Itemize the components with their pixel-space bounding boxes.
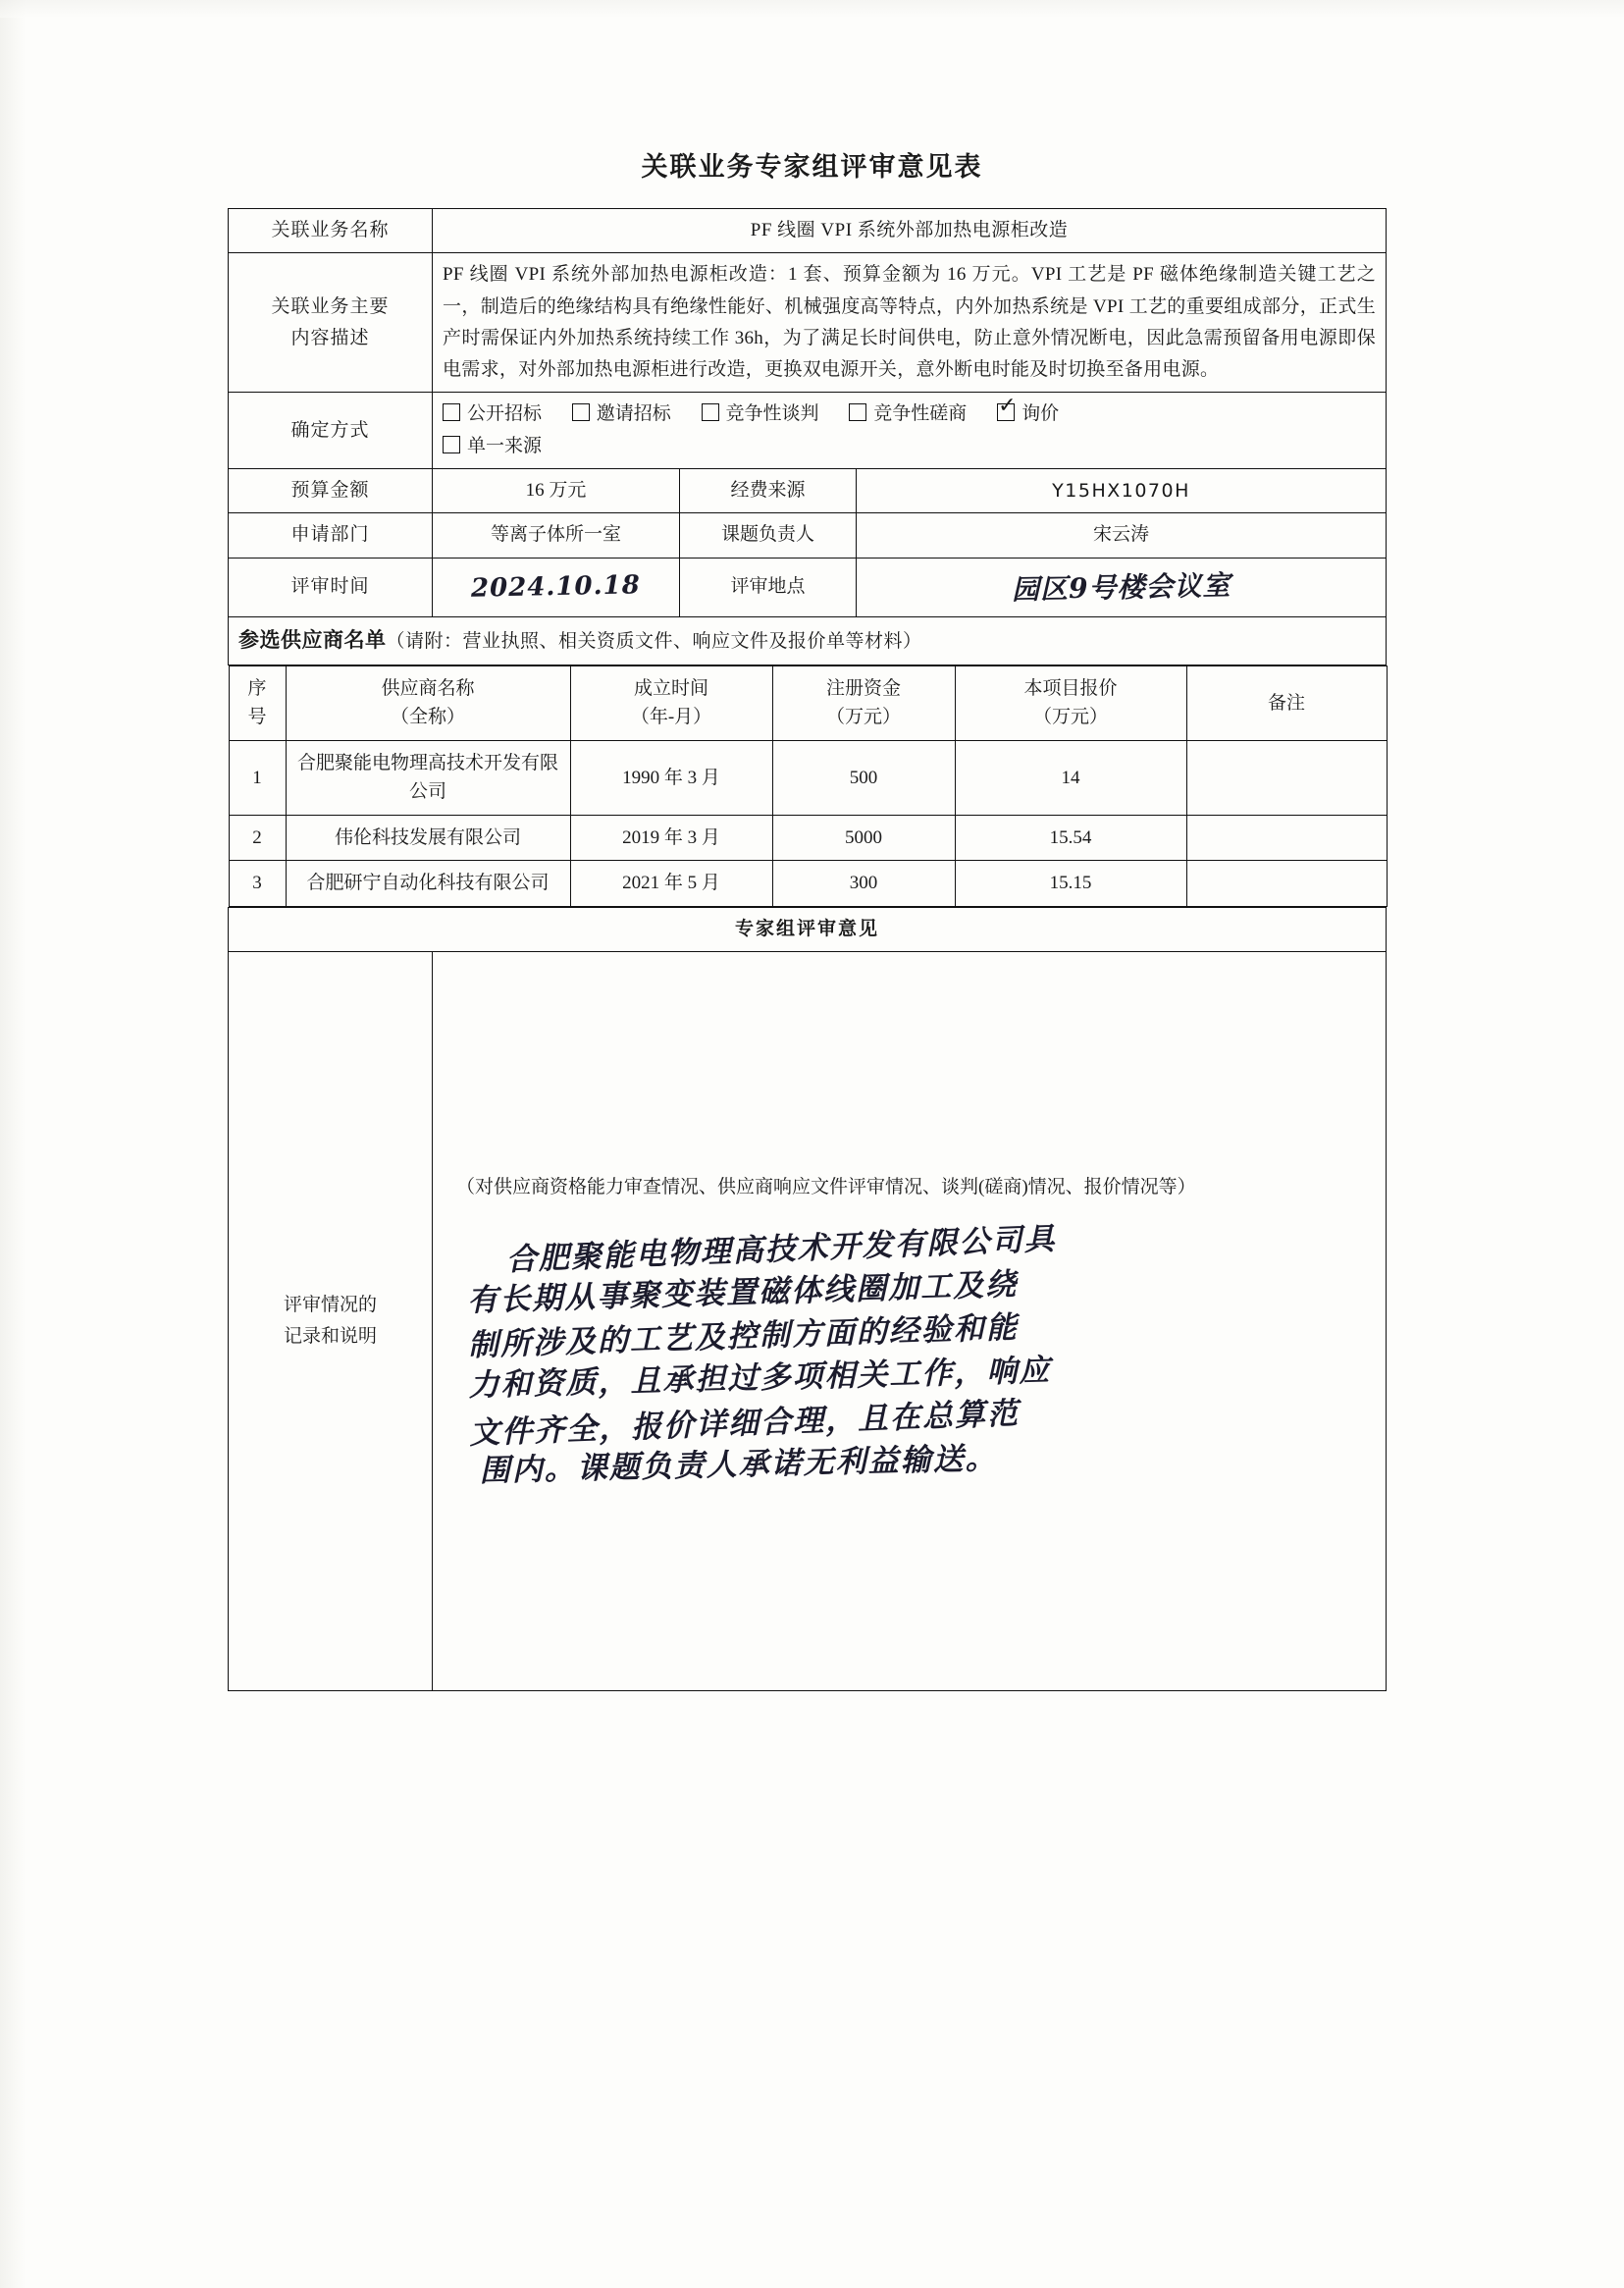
description-value [433, 253, 1387, 393]
col-line1: 注册资金 [825, 677, 901, 699]
method-option-label: 竞争性谈判 [725, 403, 819, 425]
method-option-4[interactable] [997, 399, 1059, 430]
supplier-table [229, 665, 1388, 907]
scan-edge-top [0, 0, 1624, 18]
handwritten-date: 2024.10.18 [470, 570, 642, 605]
checkbox-icon[interactable] [443, 436, 460, 453]
method-option-0[interactable] [443, 399, 542, 430]
review-time-value [433, 558, 680, 617]
method-option-1[interactable] [572, 399, 671, 430]
method-option-label: 公开招标 [467, 403, 543, 425]
col-line2: （万元） [1032, 707, 1108, 728]
apply-dept-label: 申请部门 [229, 513, 433, 558]
col-line1: 成立时间 [633, 677, 708, 699]
handwritten-place: 园区9号楼会议室 [1011, 568, 1231, 607]
supplier-capital: 300 [772, 861, 955, 906]
review-place-value [857, 558, 1387, 617]
expert-section-title: 专家组评审意见 [229, 907, 1387, 951]
col-line2: （年-月） [630, 707, 712, 728]
handwritten-line: 围内。课题负责人承诺无利益输送。 [479, 1440, 999, 1489]
supplier-col-capital [772, 665, 955, 740]
method-option-label: 竞争性磋商 [873, 403, 968, 425]
review-time-label: 评审时间 [229, 558, 433, 617]
supplier-table-header-row [229, 665, 1387, 740]
project-leader-value: 宋云涛 [857, 513, 1387, 558]
table-row-business-name [229, 209, 1387, 253]
project-leader-label: 课题负责人 [680, 513, 857, 558]
supplier-quote: 15.15 [955, 861, 1186, 906]
handwritten-opinion [441, 1202, 1378, 1488]
handwritten-line: 力和资质，且承担过多项相关工作，响应 [468, 1353, 1052, 1404]
opinion-hint: （对供应商资格能力审查情况、供应商响应文件评审情况、谈判(磋商)情况、报价情况等） [456, 1176, 1196, 1197]
table-row-method [229, 393, 1387, 469]
table-row-opinion [229, 951, 1387, 1690]
checkbox-icon[interactable] [443, 403, 460, 421]
handwritten-line: 文件齐全，报价详细合理，且在总算范 [468, 1395, 1021, 1452]
description-label-line2: 内容描述 [290, 327, 370, 348]
supplier-list-heading [229, 617, 1387, 665]
supplier-quote: 14 [955, 740, 1186, 815]
supplier-remark [1186, 861, 1387, 906]
supplier-capital: 5000 [772, 815, 955, 860]
record-label [229, 951, 433, 1690]
page-title: 关联业务专家组评审意见表 [641, 152, 983, 183]
supplier-col-quote [955, 665, 1186, 740]
table-row-department [229, 513, 1387, 558]
checkbox-icon[interactable] [702, 403, 719, 421]
supplier-heading-rest: （请附：营业执照、相关资质文件、响应文件及报价单等材料） [386, 631, 922, 653]
handwritten-line: 制所涉及的工艺及控制方面的经验和能 [467, 1309, 1020, 1363]
method-option-label: 询价 [1022, 403, 1060, 425]
supplier-name: 合肥研宁自动化科技有限公司 [286, 861, 570, 906]
method-option-label: 邀请招标 [596, 403, 671, 425]
supplier-founded: 1990 年 3 月 [570, 740, 772, 815]
budget-value: 16 万元 [433, 469, 680, 513]
supplier-remark [1186, 740, 1387, 815]
supplier-no: 3 [229, 861, 286, 906]
handwritten-line: 合肥聚能电物理高技术开发有限公司具 [505, 1221, 1058, 1278]
supplier-no: 1 [229, 740, 286, 815]
method-option-label: 单一来源 [467, 435, 543, 456]
supplier-remark [1186, 815, 1387, 860]
col-line2: 号 [247, 707, 267, 728]
business-name-value: PF 线圈 VPI 系统外部加热电源柜改造 [433, 209, 1387, 253]
method-options [433, 393, 1387, 469]
col-line2: （全称） [390, 707, 465, 728]
col-line1: 序 [247, 677, 267, 699]
description-text: PF 线圈 VPI 系统外部加热电源柜改造：1 套、预算金额为 16 万元。VPI 工艺是 PF 磁体绝缘制造关键工艺之一，制造后的绝缘结构具有绝缘性能好、机械强度高等特点，内外加热系统是 VPI 工艺的重要组成部分，正式生产时需保证内外加热系统持续工作 36h，为了满足长时间供电，防止意外情况断电，因此急需预留备用电源即保电需求，对外部加热电源柜进行改造，更换双电源开关，意外断电时能及时切换至备用电源。 [443, 264, 1377, 381]
method-label: 确定方式 [229, 393, 433, 469]
col-line1: 本项目报价 [1023, 677, 1118, 699]
record-label-line2: 记录和说明 [283, 1325, 377, 1347]
supplier-col-remark [1186, 665, 1387, 740]
method-option-5[interactable] [443, 431, 542, 462]
col-line1: 供应商名称 [381, 677, 475, 699]
supplier-name: 合肥聚能电物理高技术开发有限公司 [286, 740, 570, 815]
supplier-col-founded [570, 665, 772, 740]
supplier-heading-bold: 参选供应商名单 [238, 628, 387, 653]
apply-dept-value: 等离子体所一室 [433, 513, 680, 558]
record-label-line1: 评审情况的 [283, 1294, 377, 1315]
table-row-supplier-heading [229, 617, 1387, 665]
table-row-supplier-table [229, 665, 1387, 907]
supplier-quote: 15.54 [955, 815, 1186, 860]
checkbox-checked-icon[interactable] [997, 403, 1015, 421]
table-row-budget [229, 469, 1387, 513]
fund-source-label: 经费来源 [680, 469, 857, 513]
table-row-description [229, 253, 1387, 393]
checkbox-icon[interactable] [849, 403, 866, 421]
scan-edge-left [0, 0, 26, 2288]
col-line1: 备注 [1267, 692, 1305, 714]
fund-source-value: Y15HX1070H [857, 469, 1387, 513]
supplier-founded: 2019 年 3 月 [570, 815, 772, 860]
table-row-expert-title [229, 907, 1387, 951]
supplier-capital: 500 [772, 740, 955, 815]
opinion-content [433, 951, 1387, 1690]
supplier-col-no [229, 665, 286, 740]
supplier-founded: 2021 年 5 月 [570, 861, 772, 906]
table-row [229, 861, 1387, 906]
supplier-no: 2 [229, 815, 286, 860]
handwritten-line: 有长期从事聚变装置磁体线圈加工及绕 [466, 1266, 1019, 1319]
col-line2: （万元） [825, 707, 901, 728]
description-label [229, 253, 433, 393]
table-row [229, 815, 1387, 860]
review-form-table [228, 208, 1387, 1691]
budget-label: 预算金额 [229, 469, 433, 513]
supplier-col-name [286, 665, 570, 740]
method-option-3[interactable] [849, 399, 967, 430]
table-row-review-time [229, 558, 1387, 617]
checkbox-icon[interactable] [572, 403, 590, 421]
supplier-name: 伟伦科技发展有限公司 [286, 815, 570, 860]
description-label-line1: 关联业务主要 [271, 295, 390, 317]
review-place-label: 评审地点 [680, 558, 857, 617]
table-row [229, 740, 1387, 815]
business-name-label: 关联业务名称 [229, 209, 433, 253]
method-option-2[interactable] [702, 399, 819, 430]
